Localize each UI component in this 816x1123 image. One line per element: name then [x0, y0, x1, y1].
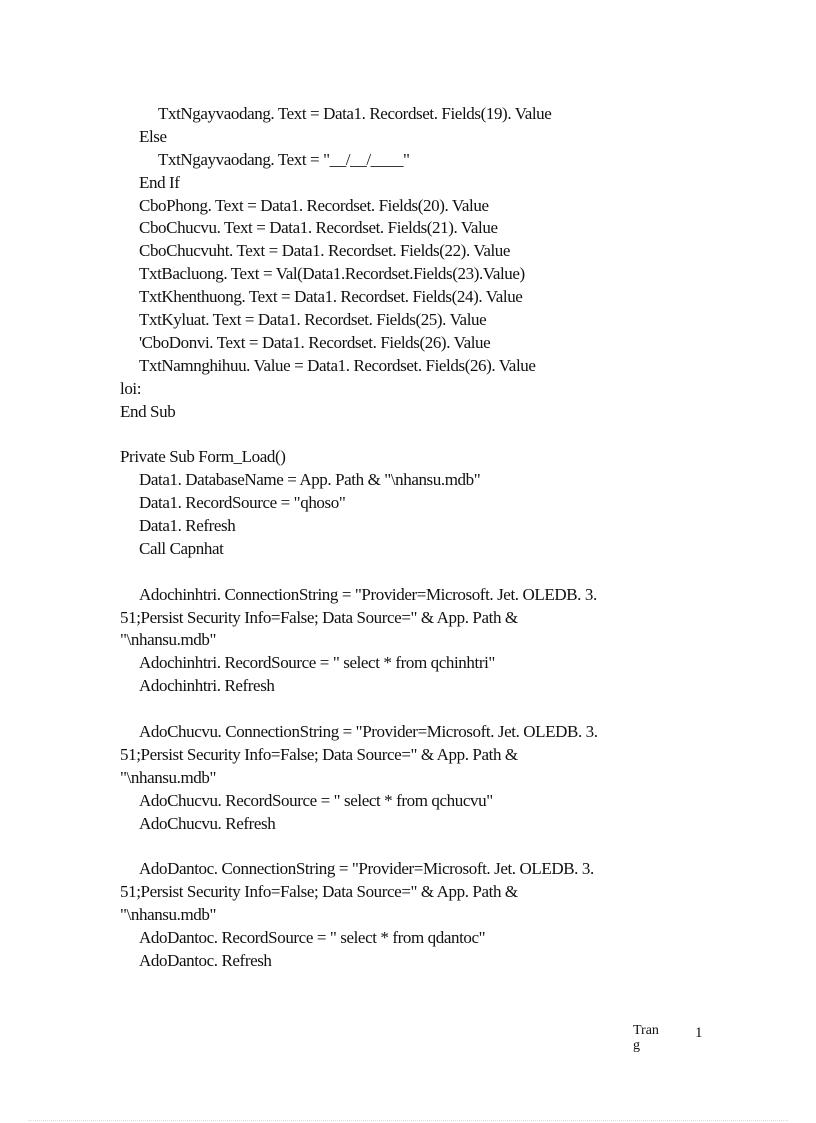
code-line: AdoDantoc. RecordSource = " select * from qdantoc": [139, 928, 486, 948]
code-line: TxtKhenthuong. Text = Data1. Recordset. Fields(24). Value: [139, 287, 523, 307]
code-line: TxtNamnghihuu. Value = Data1. Recordset. Fields(26). Value: [139, 355, 536, 375]
code-line: AdoChucvu. Refresh: [139, 813, 276, 833]
code-line: Data1. Refresh: [139, 516, 236, 536]
page-bottom-divider: [28, 1120, 788, 1121]
code-line: Data1. DatabaseName = App. Path & "\nhansu.mdb": [139, 470, 481, 490]
code-line: End Sub: [120, 401, 176, 421]
code-line: CboPhong. Text = Data1. Recordset. Fields(20). Value: [139, 195, 489, 215]
code-line: "\nhansu.mdb": [120, 905, 217, 925]
blank-line: [0, 698, 816, 721]
code-line: CboChucvuht. Text = Data1. Recordset. Fields(22). Value: [139, 241, 511, 261]
code-line: TxtNgayvaodang. Text = "__/__/____": [158, 149, 410, 169]
code-line: 51;Persist Security Info=False; Data Source=" & App. Path &: [120, 607, 518, 627]
code-line: AdoDantoc. Refresh: [139, 950, 272, 970]
blank-line: [0, 836, 816, 859]
code-line: TxtNgayvaodang. Text = Data1. Recordset. Fields(19). Value: [158, 104, 552, 123]
code-line: Data1. RecordSource = "qhoso": [139, 493, 346, 513]
code-line: "\nhansu.mdb": [120, 767, 217, 787]
code-line: AdoDantoc. ConnectionString = "Provider=Microsoft. Jet. OLEDB. 3.: [139, 859, 594, 879]
code-line: Else: [139, 126, 167, 146]
code-listing: [0, 103, 816, 973]
blank-line: [0, 423, 816, 446]
code-line: Adochinhtri. RecordSource = " select * from qchinhtri": [139, 653, 495, 673]
code-line: TxtBacluong. Text = Val(Data1.Recordset.Fields(23).Value): [139, 264, 525, 284]
footer-page-label: Trang: [633, 1023, 659, 1053]
code-line: End If: [139, 172, 180, 192]
footer-page-number: 1: [695, 1025, 703, 1041]
code-line: CboChucvu. Text = Data1. Recordset. Fields(21). Value: [139, 218, 498, 238]
code-line: Call Capnhat: [139, 538, 224, 558]
code-line: loi:: [120, 378, 142, 398]
code-line: 51;Persist Security Info=False; Data Source=" & App. Path &: [120, 882, 518, 902]
code-line: 51;Persist Security Info=False; Data Source=" & App. Path &: [120, 744, 518, 764]
code-line: Private Sub Form_Load(): [120, 447, 286, 467]
code-line: AdoChucvu. ConnectionString = "Provider=Microsoft. Jet. OLEDB. 3.: [139, 722, 598, 742]
blank-line: [0, 561, 816, 584]
code-line: Adochinhtri. Refresh: [139, 676, 275, 696]
code-line: AdoChucvu. RecordSource = " select * from qchucvu": [139, 790, 493, 810]
code-line: Adochinhtri. ConnectionString = "Provider=Microsoft. Jet. OLEDB. 3.: [139, 584, 597, 604]
code-line: TxtKyluat. Text = Data1. Recordset. Fields(25). Value: [139, 310, 487, 330]
code-line: 'CboDonvi. Text = Data1. Recordset. Fields(26). Value: [139, 332, 491, 352]
code-line: "\nhansu.mdb": [120, 630, 217, 650]
